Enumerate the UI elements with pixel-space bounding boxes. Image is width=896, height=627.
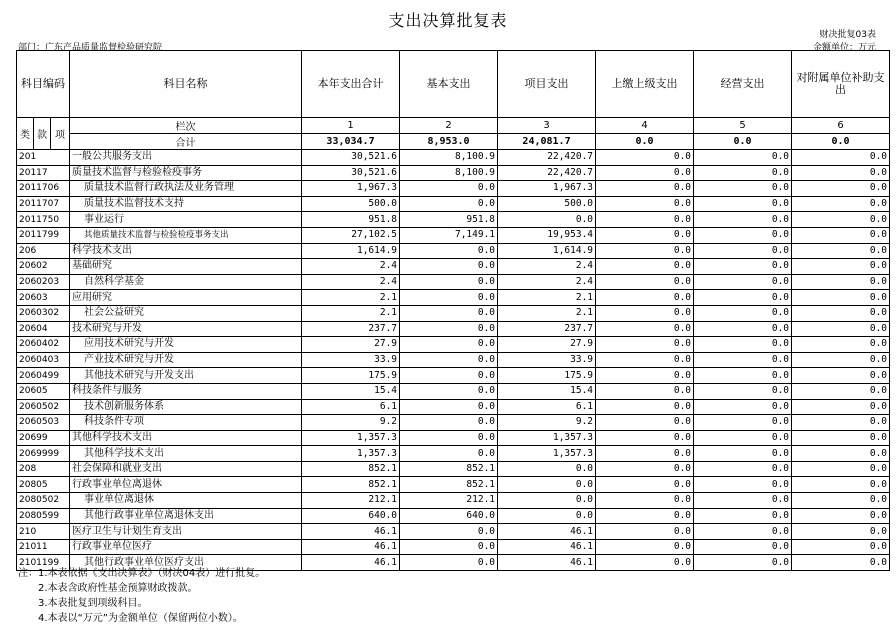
row-value: 500.0 [498, 196, 596, 212]
row-value: 175.9 [302, 368, 400, 384]
row-value: 0.0 [792, 352, 890, 368]
row-value: 0.0 [596, 243, 694, 259]
header-upper: 上缴上级支出 [596, 51, 694, 118]
row-code: 2060203 [17, 274, 70, 290]
table-row [17, 493, 890, 509]
table-row [17, 274, 890, 290]
row-value: 27.9 [302, 337, 400, 353]
row-code: 2060502 [17, 399, 70, 415]
total-value: 24,081.7 [498, 134, 596, 150]
row-code: 20602 [17, 259, 70, 275]
row-value: 1,614.9 [302, 243, 400, 259]
note-item: 2.本表含政府性基金预算财政拨款。 [38, 583, 198, 594]
row-value: 0.0 [694, 321, 792, 337]
row-value: 0.0 [792, 150, 890, 166]
row-value: 0.0 [596, 150, 694, 166]
table-row [17, 290, 890, 306]
header-code: 科目编码 [17, 51, 70, 118]
row-name: 事业单位离退休 [70, 493, 302, 509]
row-name: 自然科学基金 [70, 274, 302, 290]
row-value: 46.1 [302, 524, 400, 540]
row-value: 0.0 [792, 165, 890, 181]
row-code: 2011707 [17, 196, 70, 212]
row-value: 0.0 [596, 227, 694, 243]
unit-label: 金额单位：万元 [812, 43, 876, 53]
row-value: 0.0 [596, 524, 694, 540]
row-name: 行政事业单位医疗 [70, 539, 302, 555]
row-value: 0.0 [400, 243, 498, 259]
row-code: 201 [17, 150, 70, 166]
row-value: 1,357.3 [498, 446, 596, 462]
note-item: 3.本表批复到项级科目。 [38, 598, 148, 609]
row-code: 20117 [17, 165, 70, 181]
row-value: 19,953.4 [498, 227, 596, 243]
table-row [17, 415, 890, 431]
row-value: 0.0 [694, 383, 792, 399]
row-value: 852.1 [302, 477, 400, 493]
row-value: 7,149.1 [400, 227, 498, 243]
row-code: 2080599 [17, 508, 70, 524]
row-value: 6.1 [498, 399, 596, 415]
row-value: 0.0 [596, 415, 694, 431]
table-row [17, 321, 890, 337]
note-item: 注：1.本表依据《支出决算表》（财决04表）进行批复。 [18, 568, 266, 579]
row-value: 1,614.9 [498, 243, 596, 259]
row-name: 医疗卫生与计划生育支出 [70, 524, 302, 540]
row-value: 0.0 [400, 305, 498, 321]
row-value: 0.0 [792, 415, 890, 431]
row-value: 0.0 [400, 321, 498, 337]
row-value: 1,357.3 [498, 430, 596, 446]
row-value: 0.0 [400, 181, 498, 197]
row-value: 1,357.3 [302, 446, 400, 462]
row-name: 产业技术研究与开发 [70, 352, 302, 368]
row-value: 0.0 [792, 399, 890, 415]
row-value: 0.0 [596, 477, 694, 493]
table-row [17, 259, 890, 275]
col-index: 1 [302, 118, 400, 134]
total-value: 0.0 [792, 134, 890, 150]
row-value: 2.1 [302, 305, 400, 321]
form-number: 财决批复03表 [819, 30, 876, 40]
table-row [17, 305, 890, 321]
row-code: 2101199 [17, 555, 70, 571]
table-row [17, 461, 890, 477]
table-row [17, 227, 890, 243]
row-value: 0.0 [400, 399, 498, 415]
row-value: 0.0 [792, 259, 890, 275]
row-value: 22,420.7 [498, 165, 596, 181]
table-row [17, 337, 890, 353]
row-value: 0.0 [694, 290, 792, 306]
row-value: 0.0 [694, 305, 792, 321]
row-name: 社会公益研究 [70, 305, 302, 321]
col-index: 4 [596, 118, 694, 134]
row-value: 0.0 [694, 477, 792, 493]
table-row [17, 243, 890, 259]
row-value: 212.1 [400, 493, 498, 509]
row-value: 0.0 [400, 524, 498, 540]
row-name: 技术创新服务体系 [70, 399, 302, 415]
row-value: 9.2 [498, 415, 596, 431]
row-value: 1,357.3 [302, 430, 400, 446]
row-value: 46.1 [498, 555, 596, 571]
row-value: 0.0 [694, 524, 792, 540]
table-row [17, 430, 890, 446]
row-code: 2011750 [17, 212, 70, 228]
row-code: 206 [17, 243, 70, 259]
row-value: 30,521.6 [302, 150, 400, 166]
row-value: 0.0 [792, 227, 890, 243]
header-name: 科目名称 [70, 51, 302, 118]
row-code: 2011706 [17, 181, 70, 197]
row-value: 0.0 [596, 461, 694, 477]
row-value: 0.0 [792, 430, 890, 446]
label-lanci: 栏次 [70, 118, 302, 134]
row-value: 951.8 [302, 212, 400, 228]
row-value: 0.0 [400, 290, 498, 306]
col-index: 5 [694, 118, 792, 134]
row-value: 0.0 [792, 196, 890, 212]
row-name: 其他行政事业单位离退休支出 [70, 508, 302, 524]
row-value: 27,102.5 [302, 227, 400, 243]
header-business: 经营支出 [694, 51, 792, 118]
row-value: 0.0 [596, 290, 694, 306]
row-value: 500.0 [302, 196, 400, 212]
row-value: 0.0 [694, 493, 792, 509]
row-name: 其他质量技术监督与检验检疫事务支出 [70, 227, 302, 243]
row-name: 质量技术监督与检验检疫事务 [70, 165, 302, 181]
row-value: 0.0 [694, 430, 792, 446]
row-value: 0.0 [596, 383, 694, 399]
row-value: 0.0 [596, 321, 694, 337]
row-value: 0.0 [792, 477, 890, 493]
row-value: 640.0 [400, 508, 498, 524]
row-value: 0.0 [596, 181, 694, 197]
row-value: 15.4 [498, 383, 596, 399]
row-value: 0.0 [400, 539, 498, 555]
row-value: 2.1 [498, 305, 596, 321]
row-value: 0.0 [596, 493, 694, 509]
row-value: 0.0 [792, 524, 890, 540]
expenditure-table [16, 50, 890, 571]
row-value: 2.1 [498, 290, 596, 306]
row-value: 0.0 [694, 212, 792, 228]
row-name: 技术研究与开发 [70, 321, 302, 337]
row-value: 0.0 [498, 212, 596, 228]
row-value: 0.0 [596, 555, 694, 571]
table-row [17, 165, 890, 181]
table-row [17, 196, 890, 212]
row-value: 0.0 [694, 150, 792, 166]
row-value: 0.0 [596, 446, 694, 462]
row-value: 0.0 [694, 196, 792, 212]
row-code: 2060403 [17, 352, 70, 368]
row-value: 0.0 [498, 493, 596, 509]
row-value: 0.0 [694, 181, 792, 197]
row-code: 21011 [17, 539, 70, 555]
row-code: 20603 [17, 290, 70, 306]
total-value: 0.0 [694, 134, 792, 150]
row-value: 0.0 [400, 415, 498, 431]
table-row [17, 212, 890, 228]
row-value: 0.0 [694, 243, 792, 259]
row-code: 208 [17, 461, 70, 477]
row-value: 2.4 [498, 259, 596, 275]
row-value: 852.1 [400, 477, 498, 493]
row-value: 852.1 [302, 461, 400, 477]
row-value: 46.1 [302, 555, 400, 571]
row-value: 30,521.6 [302, 165, 400, 181]
row-value: 0.0 [792, 212, 890, 228]
row-value: 0.0 [792, 290, 890, 306]
row-name: 事业运行 [70, 212, 302, 228]
row-value: 0.0 [596, 196, 694, 212]
row-name: 科学技术支出 [70, 243, 302, 259]
row-value: 0.0 [792, 274, 890, 290]
row-value: 0.0 [400, 352, 498, 368]
row-value: 0.0 [596, 165, 694, 181]
total-value: 8,953.0 [400, 134, 498, 150]
col-index: 2 [400, 118, 498, 134]
label-kuan: 款 [34, 118, 51, 150]
row-name: 质量技术监督技术支持 [70, 196, 302, 212]
row-value: 0.0 [596, 539, 694, 555]
row-value: 0.0 [694, 352, 792, 368]
row-code: 20699 [17, 430, 70, 446]
row-code: 20605 [17, 383, 70, 399]
header-project: 项目支出 [498, 51, 596, 118]
row-value: 0.0 [694, 274, 792, 290]
row-value: 0.0 [498, 477, 596, 493]
row-value: 0.0 [792, 337, 890, 353]
table-row [17, 181, 890, 197]
row-value: 0.0 [596, 352, 694, 368]
row-value: 33.9 [302, 352, 400, 368]
row-value: 1,967.3 [302, 181, 400, 197]
row-value: 0.0 [596, 508, 694, 524]
row-name: 其他科学技术支出 [70, 430, 302, 446]
row-value: 0.0 [694, 539, 792, 555]
total-value: 33,034.7 [302, 134, 400, 150]
row-value: 0.0 [694, 555, 792, 571]
row-value: 6.1 [302, 399, 400, 415]
row-value: 237.7 [498, 321, 596, 337]
table-row [17, 352, 890, 368]
row-value: 2.4 [498, 274, 596, 290]
row-value: 0.0 [694, 259, 792, 275]
table-row [17, 524, 890, 540]
row-value: 46.1 [498, 539, 596, 555]
row-value: 0.0 [792, 493, 890, 509]
row-value: 0.0 [694, 227, 792, 243]
table-row [17, 508, 890, 524]
note-item: 4.本表以“万元”为金额单位（保留两位小数）。 [38, 613, 243, 624]
col-index: 6 [792, 118, 890, 134]
page-title: 支出决算批复表 [388, 11, 508, 30]
row-value: 0.0 [400, 274, 498, 290]
row-code: 210 [17, 524, 70, 540]
table-row [17, 539, 890, 555]
row-name: 其他科学技术支出 [70, 446, 302, 462]
header-subsidy: 对附属单位补助支出 [792, 51, 890, 118]
row-value: 0.0 [792, 461, 890, 477]
table-row [17, 150, 890, 166]
row-value: 46.1 [302, 539, 400, 555]
row-value: 2.1 [302, 290, 400, 306]
row-value: 0.0 [792, 181, 890, 197]
table-row [17, 368, 890, 384]
row-value: 951.8 [400, 212, 498, 228]
row-name: 应用研究 [70, 290, 302, 306]
row-name: 其他行政事业单位医疗支出 [70, 555, 302, 571]
row-code: 2060503 [17, 415, 70, 431]
row-name: 其他技术研究与开发支出 [70, 368, 302, 384]
row-value: 8,100.9 [400, 150, 498, 166]
row-value: 212.1 [302, 493, 400, 509]
header-total: 本年支出合计 [302, 51, 400, 118]
row-value: 0.0 [694, 415, 792, 431]
table-row [17, 399, 890, 415]
table-row [17, 477, 890, 493]
row-value: 0.0 [400, 383, 498, 399]
row-value: 0.0 [792, 321, 890, 337]
row-value: 9.2 [302, 415, 400, 431]
row-value: 0.0 [792, 508, 890, 524]
row-value: 0.0 [792, 539, 890, 555]
row-name: 科技条件专项 [70, 415, 302, 431]
row-value: 8,100.9 [400, 165, 498, 181]
row-value: 175.9 [498, 368, 596, 384]
header-basic: 基本支出 [400, 51, 498, 118]
total-value: 0.0 [596, 134, 694, 150]
row-value: 0.0 [694, 337, 792, 353]
row-value: 33.9 [498, 352, 596, 368]
row-name: 行政事业单位离退休 [70, 477, 302, 493]
row-value: 0.0 [792, 305, 890, 321]
row-code: 20604 [17, 321, 70, 337]
row-name: 一般公共服务支出 [70, 150, 302, 166]
row-value: 22,420.7 [498, 150, 596, 166]
row-value: 0.0 [400, 555, 498, 571]
row-value: 0.0 [792, 446, 890, 462]
row-value: 27.9 [498, 337, 596, 353]
row-name: 应用技术研究与开发 [70, 337, 302, 353]
row-value: 0.0 [792, 555, 890, 571]
column-index-row [17, 118, 890, 134]
row-value: 0.0 [596, 274, 694, 290]
label-lei: 类 [17, 118, 34, 150]
row-value: 0.0 [792, 383, 890, 399]
row-value: 0.0 [596, 259, 694, 275]
row-name: 质量技术监督行政执法及业务管理 [70, 181, 302, 197]
row-code: 2060402 [17, 337, 70, 353]
row-value: 0.0 [694, 368, 792, 384]
row-value: 0.0 [400, 337, 498, 353]
row-value: 0.0 [694, 399, 792, 415]
row-value: 852.1 [400, 461, 498, 477]
label-xiang: 项 [51, 118, 70, 150]
row-value: 46.1 [498, 524, 596, 540]
header-row [17, 51, 890, 118]
row-name: 社会保障和就业支出 [70, 461, 302, 477]
row-value: 0.0 [596, 399, 694, 415]
row-value: 0.0 [400, 196, 498, 212]
table-row [17, 383, 890, 399]
row-value: 0.0 [400, 368, 498, 384]
row-code: 2011799 [17, 227, 70, 243]
row-code: 2060499 [17, 368, 70, 384]
row-value: 15.4 [302, 383, 400, 399]
row-value: 0.0 [400, 259, 498, 275]
row-code: 2080502 [17, 493, 70, 509]
col-index: 3 [498, 118, 596, 134]
table-row [17, 446, 890, 462]
row-value: 0.0 [596, 430, 694, 446]
row-value: 0.0 [400, 446, 498, 462]
row-value: 0.0 [694, 508, 792, 524]
row-value: 0.0 [694, 165, 792, 181]
row-value: 2.4 [302, 259, 400, 275]
row-value: 0.0 [596, 305, 694, 321]
row-name: 基础研究 [70, 259, 302, 275]
row-value: 0.0 [792, 243, 890, 259]
department-label: 部门：广东产品质量监督检验研究院 [18, 43, 163, 53]
row-value: 0.0 [596, 337, 694, 353]
row-code: 2069999 [17, 446, 70, 462]
row-value: 640.0 [302, 508, 400, 524]
row-value: 1,967.3 [498, 181, 596, 197]
label-heji: 合计 [70, 134, 302, 150]
row-value: 0.0 [400, 430, 498, 446]
row-code: 2060302 [17, 305, 70, 321]
row-name: 科技条件与服务 [70, 383, 302, 399]
row-value: 0.0 [694, 461, 792, 477]
row-value: 237.7 [302, 321, 400, 337]
row-value: 0.0 [694, 446, 792, 462]
row-value: 0.0 [596, 212, 694, 228]
row-value: 0.0 [498, 508, 596, 524]
notes [18, 566, 265, 626]
row-value: 0.0 [596, 368, 694, 384]
row-value: 2.4 [302, 274, 400, 290]
total-row [17, 134, 890, 150]
row-code: 20805 [17, 477, 70, 493]
row-value: 0.0 [792, 368, 890, 384]
row-value: 0.0 [498, 461, 596, 477]
